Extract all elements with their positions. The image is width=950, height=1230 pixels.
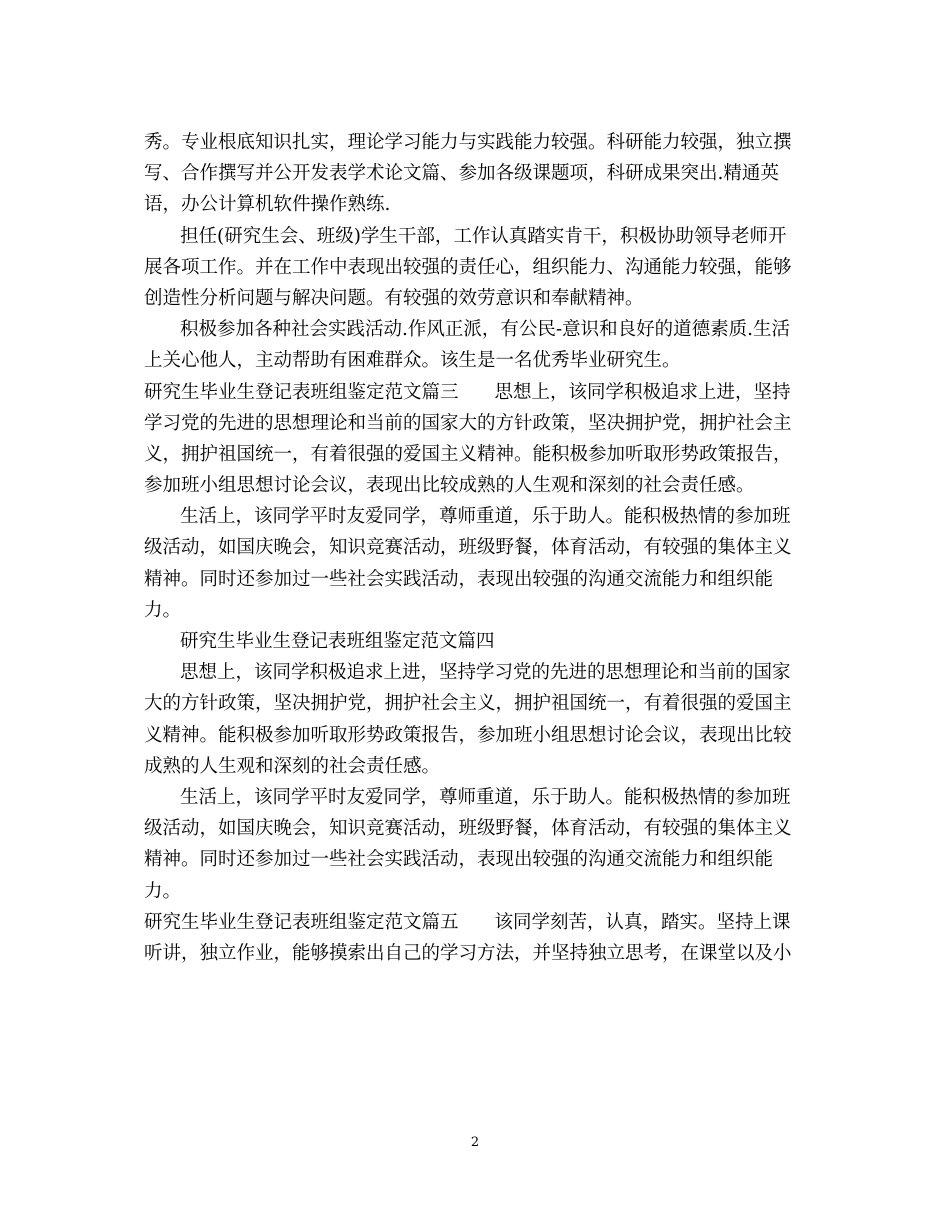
section-heading-line — [144, 907, 810, 938]
text-line: 力。 — [144, 880, 182, 902]
text-line: 大的方针政策，坚决拥护党，拥护社会主义，拥护祖国统一，有着很强的爱国主 — [144, 693, 792, 715]
text-line: 学习党的先进的思想理论和当前的国家大的方针政策，坚决拥护党，拥护社会主 — [144, 412, 792, 434]
text-line: 精神。同时还参加过一些社会实践活动，表现出较强的沟通交流能力和组织能 — [144, 568, 774, 590]
text-line: 写、合作撰写并公开发表学术论文篇、参加各级课题项，科研成果突出.精通英 — [144, 163, 779, 185]
text-line: 思想上，该同学积极追求上进，坚持学习党的先进的思想理论和当前的国家 — [180, 662, 791, 684]
text-line: 秀。专业根底知识扎实，理论学习能力与实践能力较强。科研能力较强，独立撰 — [144, 132, 792, 153]
text-line: 成熟的人生观和深刻的社会责任感。 — [144, 755, 441, 777]
text-run: 思想上，该同学积极追求上进，坚持 — [494, 381, 791, 403]
text-line: 级活动，如国庆晚会，知识竞赛活动，班级野餐，体育活动，有较强的集体主义 — [144, 818, 792, 840]
text-line: 生活上，该同学平时友爱同学，尊师重道，乐于助人。能积极热情的参加班 — [180, 786, 791, 808]
page-number: 2 — [470, 1135, 480, 1150]
text-line: 义精神。能积极参加听取形势政策报告，参加班小组思想讨论会议，表现出比较 — [144, 724, 792, 746]
text-line: 参加班小组思想讨论会议，表现出比较成熟的人生观和深刻的社会责任感。 — [144, 475, 755, 497]
text-line: 展各项工作。并在工作中表现出较强的责任心，组织能力、沟通能力较强，能够 — [144, 256, 792, 278]
text-line: 精神。同时还参加过一些社会实践活动，表现出较强的沟通交流能力和组织能 — [144, 849, 774, 871]
text-line: 力。 — [144, 599, 182, 621]
text-line: 听讲，独立作业，能够摸索出自己的学习方法，并坚持独立思考，在课堂以及小 — [144, 942, 792, 964]
text-line: 积极参加各种社会实践活动.作风正派，有公民-意识和良好的道德素质.生活 — [180, 319, 791, 341]
section-heading: 研究生毕业生登记表班组鉴定范文篇四 — [180, 631, 495, 652]
text-line: 生活上，该同学平时友爱同学，尊师重道，乐于助人。能积极热情的参加班 — [180, 506, 791, 528]
document-body — [144, 127, 810, 969]
text-line: 级活动，如国庆晚会，知识竞赛活动，班级野餐，体育活动，有较强的集体主义 — [144, 537, 792, 559]
text-line: 创造性分析问题与解决问题。有较强的效劳意识和奉献精神。 — [144, 287, 644, 309]
section-heading-line — [144, 377, 810, 408]
text-line: 义，拥护祖国统一，有着很强的爱国主义精神。能积极参加听取形势政策报告， — [144, 443, 792, 465]
text-line: 担任(研究生会、班级)学生干部，工作认真踏实肯干，积极协助领导老师开 — [180, 225, 787, 247]
text-run: 该同学刻苦，认真，踏实。坚持上课 — [494, 911, 791, 933]
text-line: 上关心他人，主动帮助有困难群众。该生是一名优秀毕业研究生。 — [144, 350, 681, 372]
section-heading: 研究生毕业生登记表班组鉴定范文篇三 — [144, 381, 459, 403]
text-line: 语，办公计算机软件操作熟练. — [144, 194, 391, 216]
section-heading: 研究生毕业生登记表班组鉴定范文篇五 — [144, 911, 459, 933]
